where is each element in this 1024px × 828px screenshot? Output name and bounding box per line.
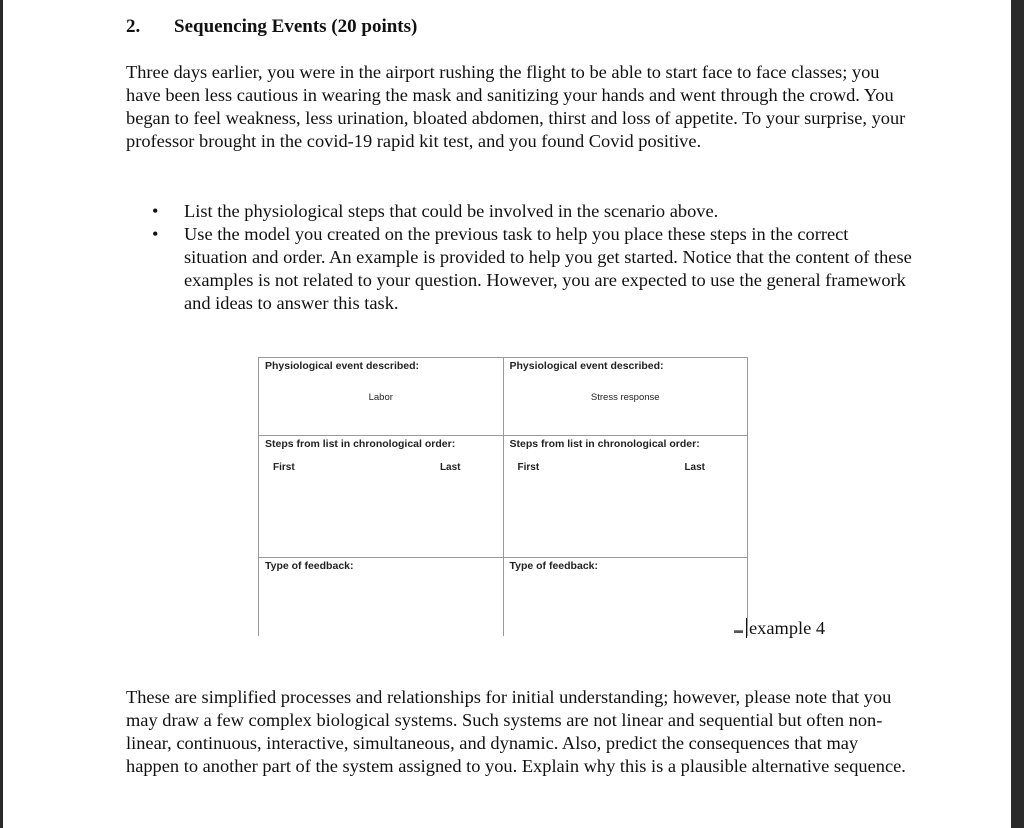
section-heading (126, 16, 417, 38)
list-item (152, 200, 912, 223)
feedback-label: Type of feedback: (265, 560, 354, 572)
table-cell (503, 358, 748, 436)
bullet-icon: • (152, 224, 159, 244)
first-label: First (273, 462, 295, 473)
table-cell (259, 436, 504, 558)
event-value: Labor (368, 392, 393, 403)
text-cursor (746, 618, 747, 638)
first-label: First (517, 462, 540, 473)
table-cell (503, 558, 748, 636)
table-row (259, 436, 748, 558)
event-value: Stress response (590, 392, 660, 403)
list-item-text: List the physiological steps that could be involved in the scenario above. (184, 201, 719, 221)
instruction-list (152, 200, 912, 315)
table-cell (503, 436, 748, 558)
first-last-labels (510, 450, 742, 473)
table-row (259, 358, 748, 436)
last-label: Last (439, 462, 461, 473)
event-label: Physiological event described: (509, 360, 664, 372)
table-cell (259, 558, 504, 636)
last-label: Last (684, 462, 705, 473)
list-item-text: Use the model you created on the previous task to help you place these steps in the correct situation and order. An example is provided to help you get started. Notice that the content of these examples is not related to your question. However, you are expected to use the general framework and ideas to answer this task. (184, 224, 912, 313)
bullet-icon: • (152, 201, 159, 221)
steps-label: Steps from list in chronological order: (509, 438, 700, 450)
anchor-icon: ▬ (734, 624, 743, 635)
feedback-label: Type of feedback: (509, 560, 598, 572)
caption-text: example 4 (749, 618, 826, 638)
steps-label: Steps from list in chronological order: (265, 438, 456, 450)
list-item (152, 223, 912, 315)
table-row (259, 558, 748, 636)
first-last-labels (265, 450, 497, 473)
right-window-edge (1011, 0, 1024, 828)
intro-paragraph: Three days earlier, you were in the airport rushing the flight to be able to start face to face classes; you have been less cautious in wearing the mask and sanitizing your hands and went through the crowd. You began to feel weakness, less urination, bloated abdomen, thirst and loss of appetite. To your surprise, your professor brought in the covid-19 rapid kit test, and you found Covid positive. (126, 62, 906, 151)
table-cell (259, 358, 504, 436)
figure-caption (734, 618, 825, 639)
event-label: Physiological event described: (265, 360, 420, 372)
closing-paragraph: These are simplified processes and relationships for initial understanding; however, please note that you may draw a few complex biological systems. Such systems are not linear and sequential but often non-linear, continuous, interactive, simultaneous, and dynamic. Also, predict the consequences that may happen to another part of the system assigned to you. Explain why this is a plausible alternative sequence. (126, 687, 906, 776)
section-title: Sequencing Events (20 points) (174, 16, 418, 37)
left-window-edge (0, 0, 3, 828)
section-number: 2. (126, 16, 141, 37)
example-table (258, 357, 748, 636)
